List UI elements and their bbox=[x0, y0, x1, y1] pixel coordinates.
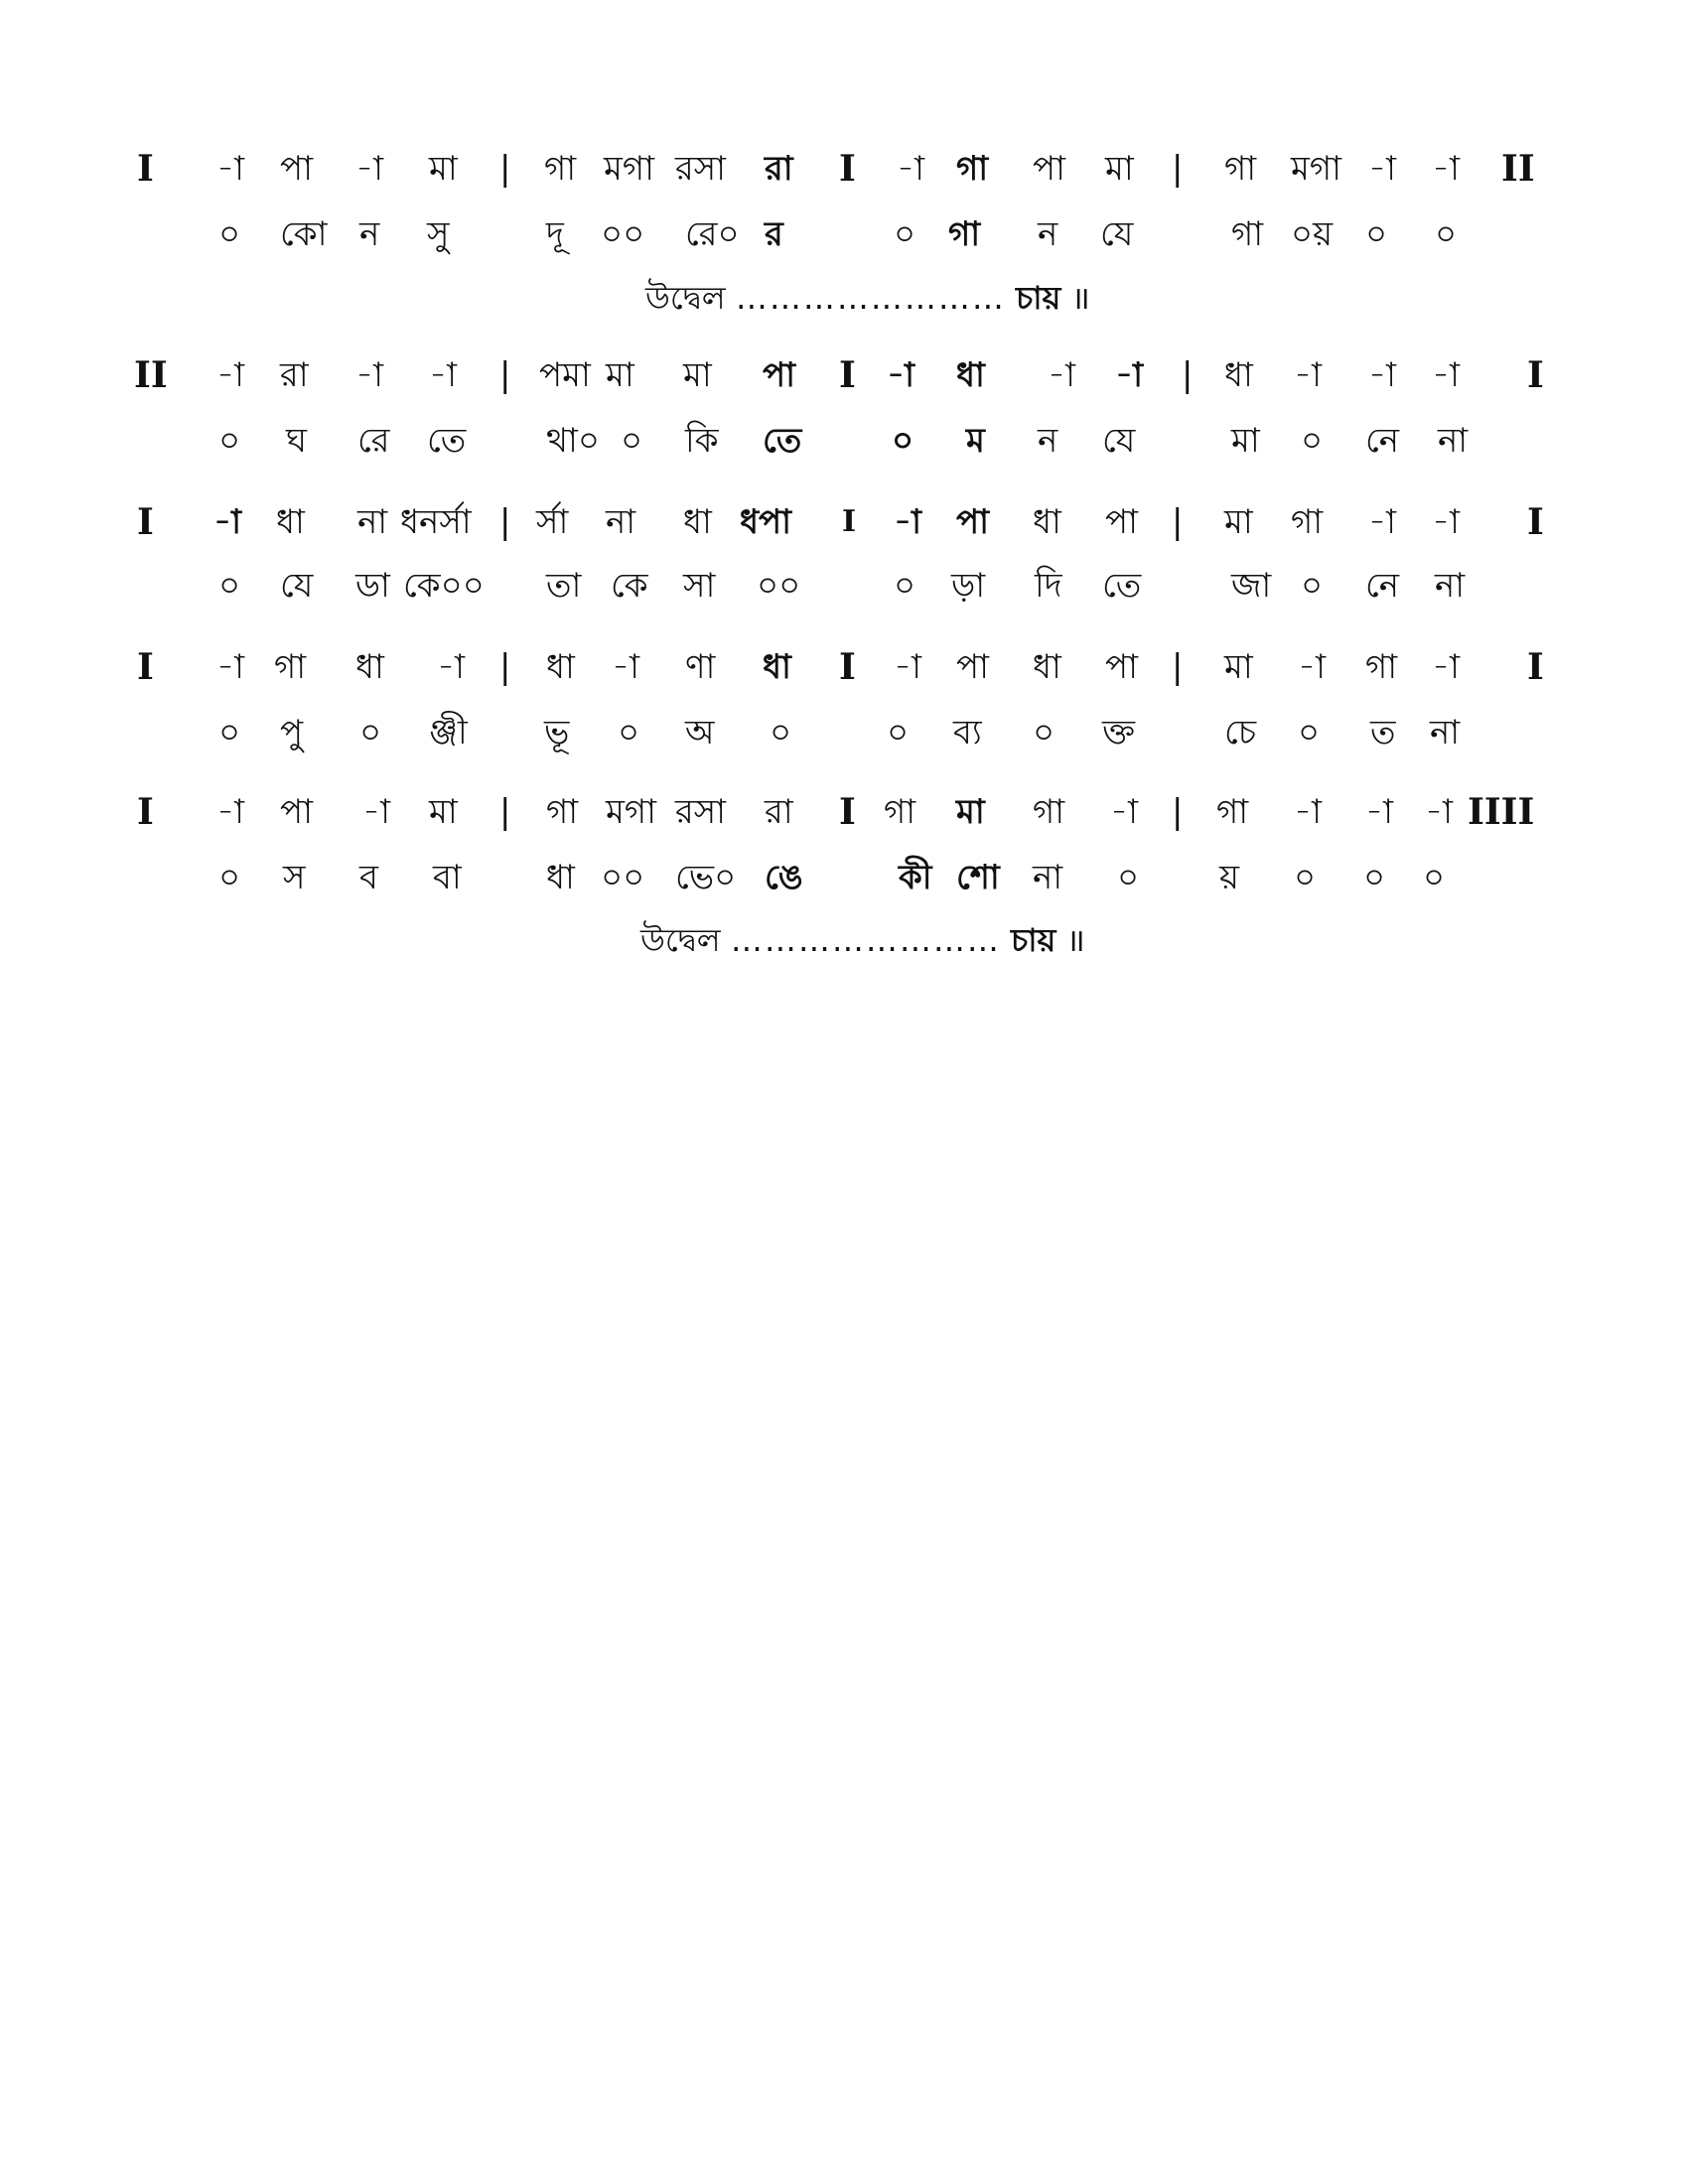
barline: | bbox=[499, 647, 511, 687]
note: পা bbox=[1033, 149, 1065, 189]
note: -া bbox=[1298, 647, 1326, 687]
lyric: ঞ্জী bbox=[429, 713, 468, 752]
lyric: ০০ bbox=[601, 858, 645, 897]
note: রসা bbox=[675, 149, 727, 189]
bar-marker: I bbox=[1527, 646, 1544, 688]
lyric: ০ bbox=[894, 214, 916, 254]
lyric: না bbox=[1430, 713, 1461, 752]
lyric: ০ bbox=[218, 566, 241, 606]
note: গা bbox=[1365, 647, 1398, 687]
note: -া bbox=[355, 355, 383, 395]
note: ধা bbox=[1033, 502, 1061, 542]
note: মা bbox=[683, 355, 712, 395]
note: গা bbox=[1291, 502, 1324, 542]
bar-marker: I bbox=[137, 646, 154, 688]
lyric: থা০ bbox=[546, 421, 600, 461]
bar-marker: I bbox=[839, 791, 856, 833]
lyric: ব bbox=[359, 858, 378, 897]
lyric: ০ bbox=[1294, 858, 1317, 897]
lyric: ০ bbox=[1423, 858, 1446, 897]
note: মা bbox=[956, 792, 985, 832]
notes-row-1 bbox=[0, 139, 1688, 199]
lyric: কি bbox=[685, 421, 719, 461]
lyric: ম bbox=[966, 421, 985, 461]
note: -া bbox=[1368, 355, 1396, 395]
note: পা bbox=[956, 502, 989, 542]
lyric: ব্য bbox=[953, 713, 982, 752]
lyrics-row-2 bbox=[0, 411, 1688, 471]
lyric: তে bbox=[763, 421, 802, 461]
note: ধা bbox=[763, 647, 791, 687]
note: না bbox=[606, 502, 636, 542]
note: পা bbox=[956, 647, 989, 687]
lyric: ০ bbox=[1033, 713, 1055, 752]
refrain-end: চায় bbox=[1016, 279, 1061, 317]
lyric: র bbox=[765, 214, 783, 254]
lyric: যে bbox=[1102, 421, 1136, 461]
lyric: দি bbox=[1035, 566, 1062, 606]
note: -া bbox=[1432, 502, 1460, 542]
lyric: ০ bbox=[892, 421, 914, 461]
note: ধা bbox=[1224, 355, 1253, 395]
note: ধা bbox=[355, 647, 384, 687]
barline: | bbox=[499, 792, 511, 832]
lyric: দূ bbox=[546, 214, 564, 254]
lyric: ০ bbox=[1301, 421, 1324, 461]
barline: | bbox=[1182, 355, 1194, 395]
lyric: গা bbox=[1231, 214, 1264, 254]
note: ণা bbox=[685, 647, 716, 687]
note: ধা bbox=[1033, 647, 1061, 687]
note: -া bbox=[362, 792, 390, 832]
note: -া bbox=[887, 355, 914, 395]
note: ধপা bbox=[740, 502, 791, 542]
lyric: ০ bbox=[1363, 858, 1386, 897]
note: -া bbox=[216, 355, 244, 395]
note: -া bbox=[897, 149, 924, 189]
refrain-line-1 bbox=[645, 273, 1090, 323]
notes-row-2 bbox=[0, 345, 1688, 405]
lyric: ড়া bbox=[951, 566, 986, 606]
note: ধনর্সা bbox=[400, 502, 472, 542]
note: -া bbox=[1368, 149, 1396, 189]
note: -া bbox=[213, 502, 241, 542]
note: -া bbox=[1294, 355, 1322, 395]
barline: | bbox=[1172, 647, 1184, 687]
lyric: ঙে bbox=[765, 858, 803, 897]
bar-marker: I bbox=[842, 504, 857, 539]
barline: | bbox=[499, 149, 511, 189]
notes-row-5 bbox=[0, 782, 1688, 842]
note: গা bbox=[1224, 149, 1257, 189]
note: মগা bbox=[606, 792, 657, 832]
note: মা bbox=[1224, 647, 1253, 687]
bar-marker: I bbox=[839, 148, 856, 190]
bar-marker: IIII bbox=[1468, 791, 1535, 833]
lyrics-row-5 bbox=[0, 848, 1688, 907]
lyric: তা bbox=[546, 566, 582, 606]
lyric: না bbox=[1438, 421, 1469, 461]
note: -া bbox=[894, 502, 921, 542]
lyric: স bbox=[283, 858, 306, 897]
lyric: ০ bbox=[218, 858, 241, 897]
note: -া bbox=[437, 647, 465, 687]
barline: | bbox=[1172, 149, 1184, 189]
lyric: ০ bbox=[770, 713, 792, 752]
bar-marker: I bbox=[1527, 501, 1544, 543]
note: মা bbox=[1224, 502, 1253, 542]
note: গা bbox=[274, 647, 307, 687]
lyric: ০য় bbox=[1291, 214, 1334, 254]
note: মগা bbox=[1291, 149, 1342, 189]
note: ধা bbox=[546, 647, 575, 687]
lyric: ভূ bbox=[544, 713, 570, 752]
lyric: অ bbox=[685, 713, 715, 752]
bar-marker: II bbox=[1501, 148, 1535, 190]
lyrics-row-3 bbox=[0, 556, 1688, 615]
lyric: গা bbox=[948, 214, 981, 254]
lyric: মা bbox=[1231, 421, 1260, 461]
barline: | bbox=[1172, 502, 1184, 542]
note: -া bbox=[1432, 149, 1460, 189]
refrain-start: উদ্বেল bbox=[645, 279, 726, 317]
note: -া bbox=[1365, 792, 1393, 832]
lyric: ০ bbox=[1301, 566, 1324, 606]
lyric: কে bbox=[611, 566, 648, 606]
lyric: সা bbox=[683, 566, 716, 606]
note: পা bbox=[280, 149, 313, 189]
lyric: ০ bbox=[621, 421, 643, 461]
note: ধা bbox=[276, 502, 305, 542]
note: পা bbox=[1105, 647, 1138, 687]
lyrics-row-4 bbox=[0, 703, 1688, 762]
lyric: ভে০ bbox=[675, 858, 737, 897]
lyric: তে bbox=[1102, 566, 1142, 606]
lyric: ন bbox=[359, 214, 380, 254]
note: -া bbox=[216, 792, 244, 832]
lyric: ০ bbox=[1365, 214, 1388, 254]
lyric: না bbox=[1033, 858, 1063, 897]
note: মা bbox=[429, 792, 458, 832]
refrain-start: উদ্বেল bbox=[640, 921, 721, 959]
lyric: নে bbox=[1365, 421, 1400, 461]
note: গা bbox=[1216, 792, 1249, 832]
refrain-mark: ॥ bbox=[1065, 921, 1085, 959]
note: গা bbox=[884, 792, 916, 832]
notes-row-3 bbox=[0, 492, 1688, 552]
lyric: জা bbox=[1231, 566, 1272, 606]
note: পমা bbox=[539, 355, 591, 395]
lyric: ০ bbox=[1117, 858, 1140, 897]
lyric: ডা bbox=[355, 566, 390, 606]
lyric: না bbox=[1435, 566, 1466, 606]
lyric: নে bbox=[1365, 566, 1400, 606]
note: -া bbox=[355, 149, 383, 189]
lyric: পু bbox=[280, 713, 304, 752]
note: না bbox=[357, 502, 388, 542]
note: -া bbox=[1432, 355, 1460, 395]
note: পা bbox=[1105, 502, 1138, 542]
lyric: রে bbox=[357, 421, 390, 461]
note: -া bbox=[1110, 792, 1138, 832]
note: র্সা bbox=[536, 502, 569, 542]
lyric: চে bbox=[1224, 713, 1257, 752]
note: মা bbox=[429, 149, 458, 189]
lyric: সু bbox=[427, 214, 450, 254]
note: -া bbox=[216, 647, 244, 687]
bar-marker: I bbox=[839, 646, 856, 688]
lyric: ০ bbox=[1435, 214, 1458, 254]
lyric: ০০ bbox=[757, 566, 801, 606]
note: -া bbox=[1368, 502, 1396, 542]
lyric: ০ bbox=[218, 421, 241, 461]
note: রা bbox=[765, 149, 793, 189]
note: -া bbox=[894, 647, 921, 687]
lyric: ন bbox=[1038, 214, 1058, 254]
note: ধা bbox=[683, 502, 712, 542]
refrain-dots: …………………… bbox=[730, 921, 1001, 959]
lyric: ০ bbox=[618, 713, 640, 752]
lyric: কী bbox=[899, 858, 932, 897]
bar-marker: I bbox=[137, 501, 154, 543]
note: গা bbox=[956, 149, 989, 189]
barline: | bbox=[499, 355, 511, 395]
lyric: ০ bbox=[218, 214, 241, 254]
refrain-line-2 bbox=[640, 915, 1085, 965]
refrain-mark: ॥ bbox=[1070, 279, 1090, 317]
note: -া bbox=[1294, 792, 1322, 832]
barline: | bbox=[499, 502, 511, 542]
lyric: ০০ bbox=[601, 214, 645, 254]
note: গা bbox=[544, 149, 577, 189]
lyric: ০ bbox=[218, 713, 241, 752]
lyric: যে bbox=[1100, 214, 1134, 254]
barline: | bbox=[1172, 792, 1184, 832]
lyric: ০ bbox=[1298, 713, 1321, 752]
note: মগা bbox=[604, 149, 655, 189]
notes-row-4 bbox=[0, 637, 1688, 697]
lyric: ক্ত bbox=[1102, 713, 1136, 752]
lyric: রে০ bbox=[685, 214, 740, 254]
lyric: কে০০ bbox=[403, 566, 485, 606]
bar-marker: I bbox=[137, 791, 154, 833]
note: -া bbox=[1432, 647, 1460, 687]
lyric: য় bbox=[1219, 858, 1240, 897]
refrain-dots: …………………… bbox=[735, 279, 1006, 317]
bar-marker: II bbox=[134, 354, 168, 396]
bar-marker: I bbox=[1527, 354, 1544, 396]
note: মা bbox=[606, 355, 634, 395]
note: -া bbox=[429, 355, 457, 395]
note: -া bbox=[1425, 792, 1453, 832]
lyric: বা bbox=[433, 858, 462, 897]
note: গা bbox=[1033, 792, 1065, 832]
note: -া bbox=[1048, 355, 1075, 395]
lyrics-row-1 bbox=[0, 205, 1688, 264]
lyric: ঘ bbox=[286, 421, 308, 461]
lyric: ন bbox=[1038, 421, 1058, 461]
note: -া bbox=[216, 149, 244, 189]
note: রা bbox=[280, 355, 309, 395]
bar-marker: I bbox=[839, 354, 856, 396]
lyric: ০ bbox=[894, 566, 916, 606]
note: রসা bbox=[675, 792, 727, 832]
note: পা bbox=[280, 792, 313, 832]
lyric: ০ bbox=[359, 713, 382, 752]
note: মা bbox=[1105, 149, 1134, 189]
note: গা bbox=[546, 792, 579, 832]
lyric: শো bbox=[956, 858, 1000, 897]
bar-marker: I bbox=[137, 148, 154, 190]
note: পা bbox=[763, 355, 795, 395]
lyric: তে bbox=[427, 421, 467, 461]
note: -া bbox=[612, 647, 639, 687]
note: -া bbox=[1115, 355, 1143, 395]
note: ধা bbox=[956, 355, 985, 395]
lyric: ০ bbox=[887, 713, 910, 752]
lyric: কো bbox=[280, 214, 328, 254]
lyric: ধা bbox=[546, 858, 575, 897]
lyric: যে bbox=[280, 566, 314, 606]
lyric: ত bbox=[1370, 713, 1396, 752]
refrain-end: চায় bbox=[1011, 921, 1056, 959]
note: রা bbox=[765, 792, 793, 832]
